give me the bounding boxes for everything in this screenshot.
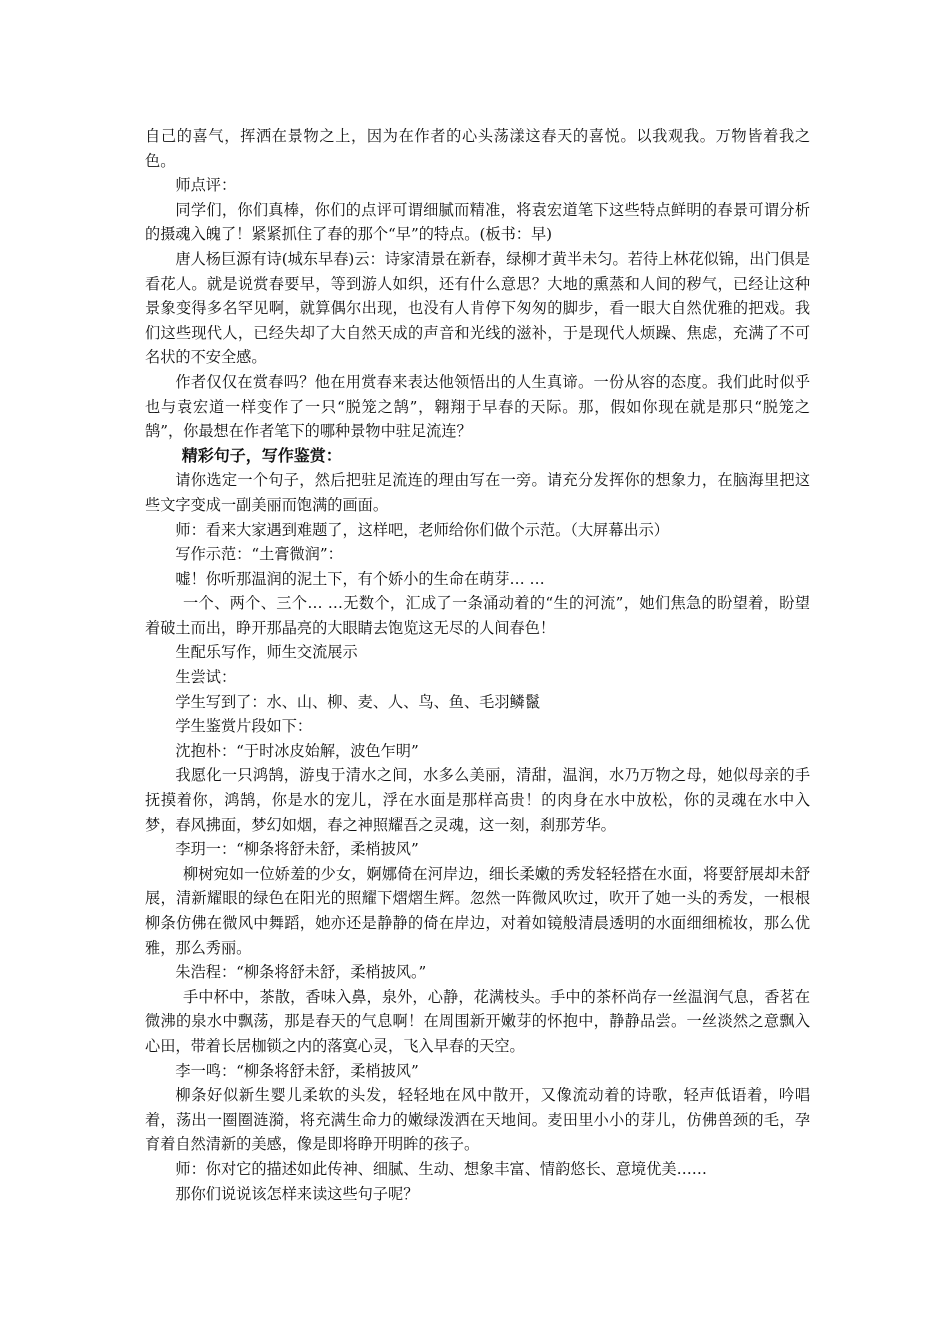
paragraph-student-1-text: 我愿化一只鸿鹄，游曳于清水之间，水多么美丽，清甜，温润，水乃万物之母，她似母亲的手抚摸着你，鸿鹄，你是水的宠儿，浮在水面是那样高贵！的肉身在水中放松，你的灵魂在水中入梦，春风拂面，梦幻如烟，春之神照耀吾之灵魂，这一刻，刹那芳华。 [145, 766, 810, 834]
paragraph-student-try: 生尝试： [175, 668, 237, 687]
paragraph-student-4-text: 柳条好似新生婴儿柔软的头发，轻轻地在风中散开，又像流动着的诗歌，轻声低语着，吟唱着，荡出一圈圈涟漪，将充满生命力的嫩绿泼洒在天地间。麦田里小小的芽儿，仿佛兽颈的毛，孕育着自然清新的美感，像是即将睁开明眸的孩子。 [145, 1086, 810, 1154]
paragraph-student-3-title: 朱浩程：“柳条将舒未舒，柔梢披风。” [175, 963, 427, 982]
paragraph-continuation: 自己的喜气，挥洒在景物之上，因为在作者的心头荡漾这春天的喜悦。以我观我。万物皆着我之色。 [145, 127, 810, 170]
paragraph-teacher-comment-label: 师点评： [175, 176, 237, 195]
paragraph-question: 作者仅仅在赏春吗？他在用赏春来表达他领悟出的人生真谛。一份从容的态度。我们此时似乎也与袁宏道一样变作了一只“脱笼之鹄”，翱翔于早春的天际。那，假如你现在就是那只“脱笼之鹄”，你最想在作者笔下的哪种景物中驻足流连？ [145, 372, 810, 441]
paragraph-demo-line-1: 嘘！你听那温润的泥土下，有个娇小的生命在萌芽… … [175, 569, 545, 588]
paragraph-demo-title: 写作示范：“土膏微润”： [175, 545, 343, 564]
paragraph-student-2-title: 李玥一：“柳条将舒未舒，柔梢披风” [175, 840, 419, 859]
document-page [145, 124, 810, 1206]
paragraph-teacher-praise: 师：你对它的描述如此传神、细腻、生动、想象丰富、情韵悠长、意境优美…… [175, 1159, 707, 1178]
section-heading: 精彩句子，写作鉴赏： [181, 445, 342, 465]
paragraph-closing-question: 那你们说说该怎样来读这些句子呢？ [175, 1184, 419, 1203]
paragraph-student-topics: 学生写到了：水、山、柳、麦、人、鸟、鱼、毛羽鳞鬣 [175, 692, 540, 711]
paragraph-demo-line-2: 一个、两个、三个… …无数个，汇成了一条涌动着的“生的河流”，她们焦急的盼望着，盼望着破土而出，睁开那晶亮的大眼睛去饱览这无尽的人间春色！ [145, 594, 810, 637]
paragraph-student-3-text: 手中杯中，茶散，香味入鼻，泉外，心静，花满枝头。手中的茶杯尚存一丝温润气息，香茗在微沸的泉水中飘荡，那是春天的气息啊！在周围新开嫩芽的怀抱中，静静品尝。一丝淡然之意飘入心田，带着长居枷锁之内的落寞心灵，飞入早春的天空。 [145, 987, 810, 1055]
paragraph-instruction: 请你选定一个句子，然后把驻足流连的理由写在一旁。请充分发挥你的想象力，在脑海里把这些文字变成一副美丽而饱满的画面。 [145, 471, 810, 514]
paragraph-teacher-comment: 同学们，你们真棒，你们的点评可谓细腻而精准，将袁宏道笔下这些特点鲜明的春景可谓分析的摄魂入魄了！紧紧抓住了春的那个“早”的特点。(板书：早) [145, 200, 810, 244]
paragraph-teacher-demo: 师：看来大家遇到难题了，这样吧，老师给你们做个示范。（大屏幕出示） [175, 520, 669, 539]
paragraph-activity: 生配乐写作，师生交流展示 [175, 643, 358, 662]
paragraph-poem-quote: 唐人杨巨源有诗(城东早春)云：诗家清景在新春，绿柳才黄半未匀。若待上林花似锦，出门俱是看花人。就是说赏春要早，等到游人如织，还有什么意思？大地的熏蒸和人间的秽气，已经让这种景象变得多名罕见啊，就算偶尔出现，也没有人肯停下匆匆的脚步，看一眼大自然优雅的把戏。我们这些现代人，已经失却了大自然天成的声音和光线的滋补，于是现代人烦躁、焦虑，充满了不可名状的不安全感。 [145, 249, 810, 367]
paragraph-student-2-text: 柳树宛如一位娇羞的少女，婀娜倚在河岸边，细长柔嫩的秀发轻轻搭在水面，将要舒展却未舒展，清新耀眼的绿色在阳光的照耀下熠熠生辉。忽然一阵微风吹过，吹开了她一头的秀发，一根根柳条仿佛在微风中舞蹈，她亦还是静静的倚在岸边，对着如镜般清晨透明的水面细细梳妆，那么优雅，那么秀丽。 [145, 864, 810, 957]
paragraph-student-1-title: 沈抱朴：“于时冰皮始解，波色乍明” [175, 741, 419, 760]
paragraph-student-4-title: 李一鸣：“柳条将舒未舒，柔梢披风” [175, 1061, 419, 1080]
paragraph-student-samples-label: 学生鉴赏片段如下： [175, 717, 313, 736]
